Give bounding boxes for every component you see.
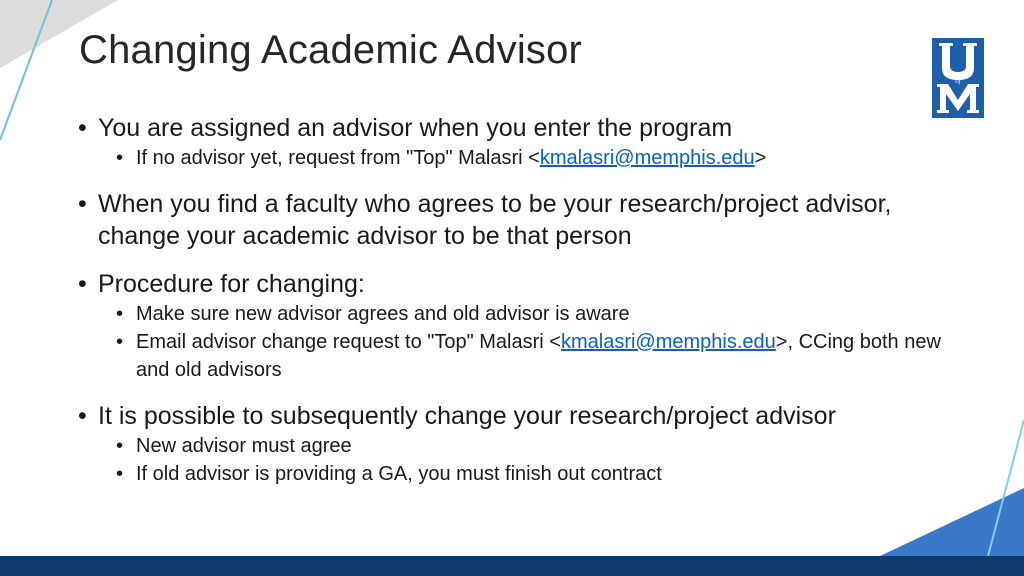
slide-body: [78, 112, 978, 488]
email-link[interactable]: kmalasri@memphis.edu: [560, 331, 776, 353]
bullet: • It is possible to subsequently change your research/project advisor: [78, 400, 978, 432]
sub-bullet: • If old advisor is providing a GA, you must finish out contract: [78, 460, 978, 488]
email-link[interactable]: kmalasri@memphis.edu: [539, 147, 755, 169]
sub-bullet: • Email advisor change request to "Top" Malasri <kmalasri@memphis.edu>, CCing both new and old advisors: [78, 328, 978, 384]
university-logo: [932, 38, 984, 118]
svg-text:of: of: [955, 77, 961, 85]
bullet: • Procedure for changing:: [78, 268, 978, 300]
sub-bullet: • Make sure new advisor agrees and old advisor is aware: [78, 300, 978, 328]
slide-title: Changing Academic Advisor: [79, 28, 583, 72]
footer-bar: [0, 556, 1024, 576]
bullet: • When you find a faculty who agrees to be your research/project advisor, change your academic advisor to be that person: [78, 188, 978, 252]
sub-bullet: • New advisor must agree: [78, 432, 978, 460]
bullet: • You are assigned an advisor when you enter the program: [78, 112, 978, 144]
sub-bullet: • If no advisor yet, request from "Top" Malasri <kmalasri@memphis.edu>: [78, 144, 978, 172]
